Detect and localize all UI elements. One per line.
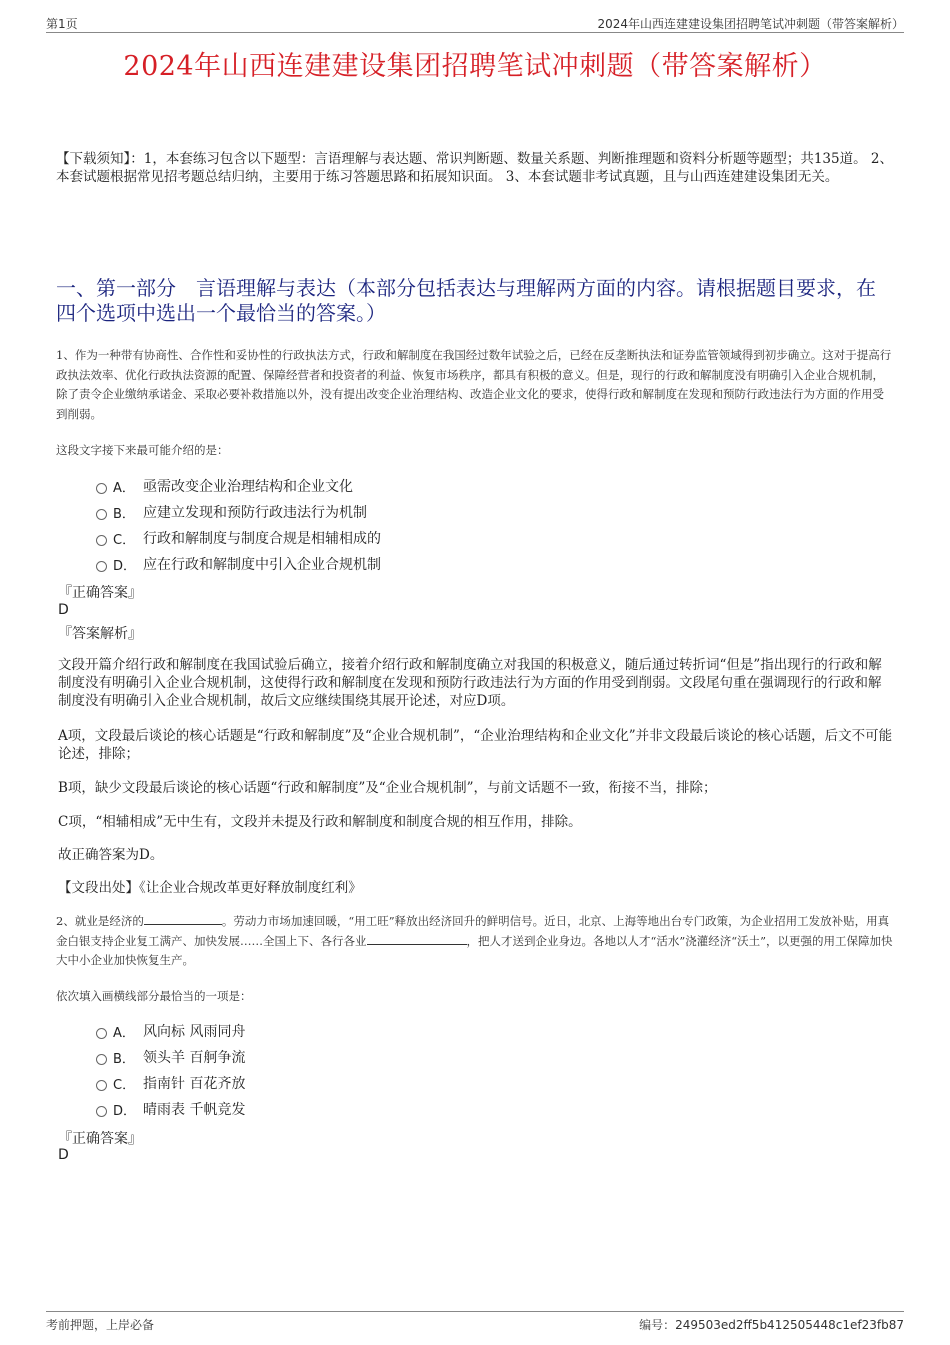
question-2-text <box>56 912 894 971</box>
question-2-prompt: 依次填入画横线部分最恰当的一项是： <box>56 989 252 1003</box>
option-text: 晴雨表 千帆竞发 <box>143 1102 246 1118</box>
blank-1 <box>144 912 222 925</box>
option-c[interactable] <box>96 1070 696 1096</box>
option-letter: B． <box>113 1051 135 1067</box>
option-letter: C． <box>113 532 136 548</box>
option-a[interactable] <box>96 1018 696 1044</box>
analysis-paragraph-4: C项，“相辅相成”无中生有，文段并未提及行政和解制度和制度合规的相互作用，排除。 <box>58 814 582 830</box>
document-title: 2024年山西连建建设集团招聘笔试冲刺题（带答案解析） <box>123 51 827 82</box>
option-letter: D． <box>113 558 137 574</box>
option-a[interactable] <box>96 473 696 499</box>
option-letter: D． <box>113 1103 137 1119</box>
source-citation: 【文段出处】《让企业合规改革更好释放制度红利》 <box>58 880 362 896</box>
download-notice: 【下载须知】：1，本套练习包含以下题型：言语理解与表达题、常识判断题、数量关系题、判断推理题和资料分析题等题型；共135道。 2、本套试题根据常见招考题总结归纳，主要用于练习答题思路和拓展知识面。 3、本套试题非考试真题，且与山西连建建设集团无关。 <box>56 151 893 185</box>
option-b[interactable] <box>96 1044 696 1070</box>
page-footer <box>46 1311 904 1332</box>
option-c[interactable] <box>96 525 696 551</box>
option-text: 亟需改变企业治理结构和企业文化 <box>143 479 353 495</box>
option-letter: C． <box>113 1077 136 1093</box>
radio-icon[interactable] <box>96 509 107 520</box>
option-text: 领头羊 百舸争流 <box>143 1050 246 1066</box>
blank-2 <box>367 932 467 945</box>
option-letter: A． <box>113 480 135 496</box>
question-2-text-part1: 2、就业是经济的 <box>56 914 144 928</box>
radio-icon[interactable] <box>96 561 107 572</box>
question-2-text-part3: ，把人才送到企业身边。各地以人才“活水”浇灌经济“沃土”，以更强的用工保障加快大中小企业加快恢复生产。 <box>56 933 893 967</box>
radio-icon[interactable] <box>96 1054 107 1065</box>
page-header <box>46 12 904 33</box>
option-b[interactable] <box>96 499 696 525</box>
section-heading: 一、第一部分 言语理解与表达（本部分包括表达与理解两方面的内容。请根据题目要求，在四个选项中选出一个最恰当的答案。） <box>56 276 876 325</box>
question-1-text: 1、作为一种带有协商性、合作性和妥协性的行政执法方式，行政和解制度在我国经过数年试验之后，已经在反垄断执法和证券监管领域得到初步确立。这对于提高行政执法效率、优化行政执法资源的配置、保障经营者和投资者的利益、恢复市场秩序，都具有积极的意义。但是，现行的行政和解制度没有明确引入企业合规机制，除了责令企业缴纳承诺金、采取必要补救措施以外，没有提出改变企业治理结构、改造企业文化的要求，使得行政和解制度在发现和预防行政违法行为方面的作用受到削弱。 <box>56 348 892 421</box>
footer-code-label: 编号： <box>639 1318 676 1332</box>
radio-icon[interactable] <box>96 1106 107 1117</box>
question-2-text-part2: 。劳动力市场加速回暖，“用工旺”释放出经济回升的鲜明信号。近日，北京、上海等地出台专门政策，为企业招用工发放补贴，用真金白银支持企业复工满产、加快发展……全国上下、各行各业 <box>56 914 890 948</box>
analysis-label: 『答案解析』 <box>58 626 142 642</box>
analysis-paragraph-2: A项，文段最后谈论的核心话题是“行政和解制度”及“企业合规机制”，“企业治理结构和企业文化”并非文段最后谈论的核心话题，后文不可能论述，排除； <box>58 728 893 762</box>
footer-slogan: 考前押题，上岸必备 <box>46 1318 155 1332</box>
option-d[interactable] <box>96 1096 696 1122</box>
option-text: 指南针 百花齐放 <box>143 1076 246 1092</box>
option-text: 风向标 风雨同舟 <box>143 1024 246 1040</box>
analysis-paragraph-3: B项，缺少文段最后谈论的核心话题“行政和解制度”及“企业合规机制”，与前文话题不一致，衔接不当，排除； <box>58 780 717 796</box>
option-text: 应建立发现和预防行政违法行为机制 <box>143 505 367 521</box>
radio-icon[interactable] <box>96 483 107 494</box>
analysis-paragraph-5: 故正确答案为D。 <box>58 847 164 863</box>
footer-code-value: 249503ed2ff5b412505448c1ef23fb87 <box>675 1318 904 1332</box>
radio-icon[interactable] <box>96 1028 107 1039</box>
option-letter: B． <box>113 506 135 522</box>
radio-icon[interactable] <box>96 535 107 546</box>
correct-answer-value: D <box>58 1147 69 1163</box>
question-1-prompt: 这段文字接下来最可能介绍的是： <box>56 443 229 457</box>
option-text: 应在行政和解制度中引入企业合规机制 <box>143 557 381 573</box>
option-text: 行政和解制度与制度合规是相辅相成的 <box>143 531 381 547</box>
option-d[interactable] <box>96 551 696 577</box>
correct-answer-label: 『正确答案』 <box>58 585 142 601</box>
radio-icon[interactable] <box>96 1080 107 1091</box>
question-2-options <box>96 1018 696 1122</box>
correct-answer-label: 『正确答案』 <box>58 1131 142 1147</box>
option-letter: A． <box>113 1025 135 1041</box>
footer-code <box>639 1316 904 1333</box>
question-1-options <box>96 473 696 577</box>
header-doc-title: 2024年山西连建建设集团招聘笔试冲刺题（带答案解析） <box>597 17 904 31</box>
page-number: 第1页 <box>46 17 78 31</box>
correct-answer-value: D <box>58 602 69 618</box>
analysis-paragraph-1: 文段开篇介绍行政和解制度在我国试验后确立，接着介绍行政和解制度确立对我国的积极意义，随后通过转折词“但是”指出现行的行政和解制度没有明确引入企业合规机制，这使得行政和解制度在发现和预防行政违法行为方面的作用受到削弱。文段尾句重在强调现行的行政和解制度没有明确引入企业合规机制，故后文应继续围绕其展开论述，对应D项。 <box>58 657 882 709</box>
